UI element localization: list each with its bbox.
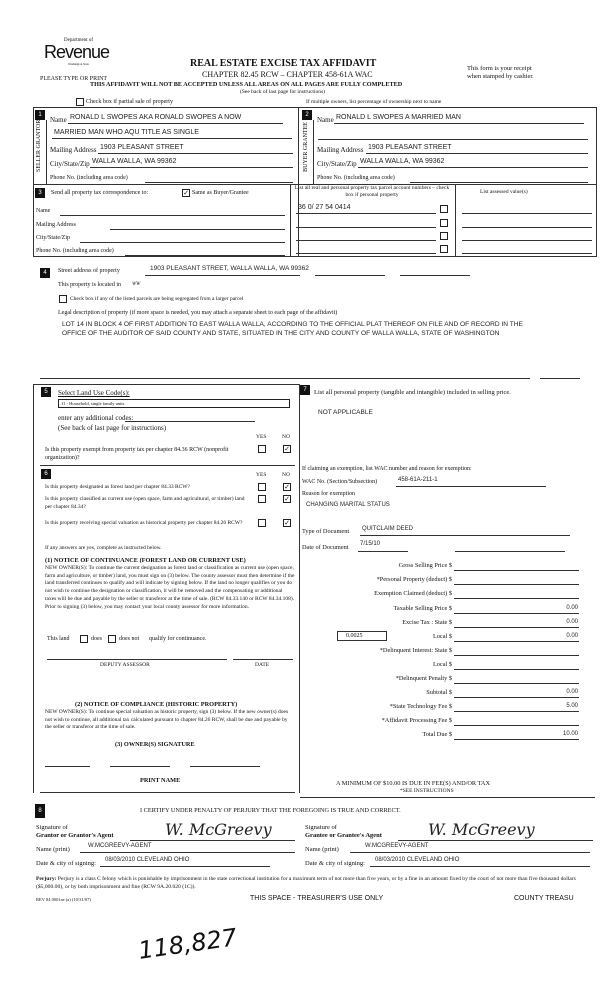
calc-value[interactable]: 0.00	[566, 619, 578, 625]
personal-property-checkbox-3[interactable]	[440, 232, 448, 240]
personal-property-checkbox-2[interactable]	[440, 219, 448, 227]
calc-label: Exemption Claimed (deduct) $	[374, 590, 452, 597]
forest-no-checkbox[interactable]: ✓	[284, 483, 290, 491]
exempt-no-checkbox[interactable]: ✓	[284, 445, 290, 453]
street-address[interactable]: 1903 PLEASANT STREET, WALLA WALLA, WA 99362	[150, 265, 309, 272]
personal-property-checkbox-1[interactable]	[440, 205, 448, 213]
calc-value[interactable]: 10.00	[562, 731, 578, 737]
buyer-name[interactable]: RONALD L SWOPES A MARRIED MAN	[336, 114, 461, 121]
historic-yes-checkbox[interactable]	[258, 519, 266, 527]
calc-label: Subtotal $	[426, 689, 452, 696]
calc-label: Gross Selling Price $	[398, 562, 452, 569]
handwritten-number: 118,827	[136, 923, 239, 965]
calc-value[interactable]: 0.00	[566, 605, 578, 611]
calc-label: *Delinquent Interest: State $	[379, 647, 452, 654]
seller-city[interactable]: WALLA WALLA, WA 99362	[92, 158, 177, 165]
grantor-signature[interactable]: W. McGreevy	[165, 820, 272, 839]
does-qualify-checkbox[interactable]	[80, 635, 88, 643]
grantee-signature[interactable]: W. McGreevy	[428, 820, 535, 839]
wac-number[interactable]: 458-61A-211-1	[398, 477, 438, 483]
local-rate-box[interactable]: 0.0025	[337, 631, 387, 641]
grantee-name-print[interactable]: W.MCGREEVY-AGENT	[365, 843, 429, 849]
grantor-date-city[interactable]: 08/03/2010 CLEVELAND OHIO	[105, 857, 190, 863]
calc-value[interactable]: 5.00	[566, 703, 578, 709]
calc-label: *Affidavit Processing Fee $	[381, 717, 452, 724]
calc-label: Excise Tax : State $	[402, 619, 452, 626]
please-type: PLEASE TYPE OR PRINT	[40, 76, 108, 82]
current-use-no-checkbox[interactable]: ✓	[284, 495, 290, 503]
seller-name-2[interactable]: MARRIED MAN WHO AQU TITLE AS SINGLE	[54, 129, 199, 136]
current-use-yes-checkbox[interactable]	[258, 495, 266, 503]
buyer-address[interactable]: 1903 PLEASANT STREET	[368, 144, 452, 151]
calc-label: Local $	[432, 661, 452, 668]
document-date[interactable]: 7/15/10	[360, 541, 381, 547]
buyer-city[interactable]: WALLA WALLA, WA 99362	[360, 158, 445, 165]
partial-sale-checkbox[interactable]	[76, 98, 84, 106]
exempt-yes-checkbox[interactable]	[258, 445, 266, 453]
calc-label: *Personal Property (deduct) $	[376, 576, 452, 583]
seller-address[interactable]: 1903 PLEASANT STREET	[100, 144, 184, 151]
dor-logo: Department of Revenue Washington State	[44, 38, 110, 66]
form-title: REAL ESTATE EXCISE TAX AFFIDAVIT	[190, 58, 377, 69]
calc-label: Taxable Selling Price $	[393, 605, 452, 612]
grantor-name-print[interactable]: W.MCGREEVY-AGENT	[88, 843, 152, 849]
parcel-number[interactable]: 36 0/ 27 54 0414	[298, 204, 351, 211]
calc-value[interactable]: 0.00	[566, 689, 578, 695]
personal-property-value[interactable]: NOT APPLICABLE	[318, 409, 373, 416]
exemption-reason[interactable]: CHANGING MARITAL STATUS	[306, 502, 390, 508]
calc-label: Total Due $	[422, 731, 452, 738]
legal-description[interactable]: LOT 14 IN BLOCK 4 OF FIRST ADDITION TO EAST WALLA WALLA, ACCORDING TO THE OFFICIAL PLAT THEREOF ON FILE AND OF RECORD IN THE OFFICE OF THE AUDITOR OF SAID COUNTY AND STATE, SITUATED IN THE CITY AND COUNTY OF WALLA WALLA, STATE OF WASHINGTON	[62, 321, 523, 337]
forest-yes-checkbox[interactable]	[258, 483, 266, 491]
seller-name[interactable]: RONALD L SWOPES AKA RONALD SWOPES A NOW	[70, 114, 242, 121]
form-chapter: CHAPTER 82.45 RCW – CHAPTER 458-61A WAC	[202, 70, 373, 79]
document-type[interactable]: QUITCLAIM DEED	[362, 526, 414, 532]
personal-property-checkbox-4[interactable]	[440, 245, 448, 253]
same-as-buyer-checkbox[interactable]: ✓	[183, 189, 189, 197]
calc-label: *Delinquent Penalty $	[395, 675, 452, 682]
calc-value[interactable]: 0.00	[566, 633, 578, 639]
calc-label: Local $	[432, 633, 452, 640]
historic-no-checkbox[interactable]: ✓	[284, 519, 290, 527]
calc-label: *State Technology Fee $	[389, 703, 452, 710]
does-not-qualify-checkbox[interactable]	[108, 635, 116, 643]
warning: THIS AFFIDAVIT WILL NOT BE ACCEPTED UNLESS ALL AREAS ON ALL PAGES ARE FULLY COMPLETED	[90, 81, 403, 88]
perjury-notice: Perjury: Perjury is a class C felony which is punishable by imprisonment in the state correctional institution for a maximum term of not more than five years, or by a fine in an amount fixed by the court of not more than five thousand dollars ($5,000.00), or by both imprisonment and fine (RCW 9A.20.020 (1C)).	[36, 876, 576, 890]
grantee-date-city[interactable]: 08/03/2010 CLEVELAND OHIO	[375, 857, 460, 863]
segregated-checkbox[interactable]	[59, 295, 67, 303]
land-use-select[interactable]: 11 - Household, single family units	[58, 399, 290, 408]
